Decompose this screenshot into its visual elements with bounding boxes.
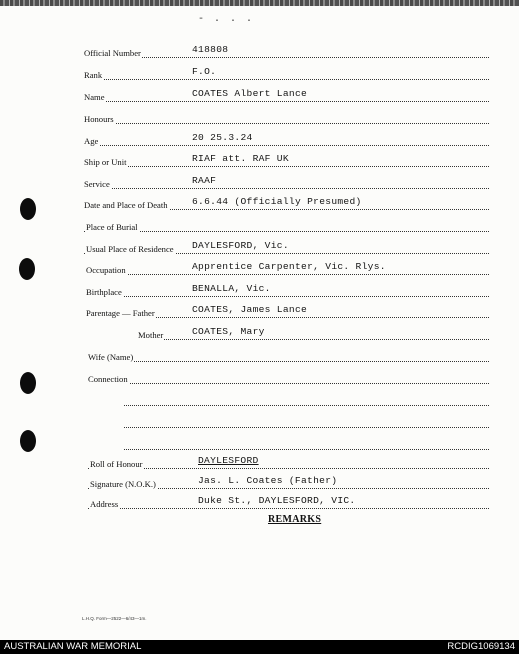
value-age: 20 25.3.24 [192, 132, 253, 143]
field-row-occupation [0, 261, 519, 279]
value-date-place-death: 6.6.44 (Officially Presumed) [192, 196, 362, 207]
value-roll-of-honour: DAYLESFORD [198, 455, 259, 466]
field-row-roll-of-honour [0, 455, 519, 473]
value-birthplace: BENALLA, Vic. [192, 283, 271, 294]
label-roll-of-honour: Roll of Honour [90, 459, 143, 469]
field-row-name [0, 88, 519, 106]
field-row-honours [0, 110, 519, 128]
field-row-place-of-burial [0, 218, 519, 236]
value-service: RAAF [192, 175, 217, 186]
scan-top-edge [0, 0, 519, 6]
field-row-wife [0, 348, 519, 366]
value-signature: Jas. L. Coates (Father) [198, 475, 338, 486]
connection-line-2 [0, 392, 519, 410]
value-official-number: 418808 [192, 44, 229, 55]
form-footnote: L.H.Q. Form—2522—6/43—1m. [82, 616, 147, 621]
label-age: Age [84, 136, 99, 146]
label-service: Service [84, 179, 110, 189]
remarks-heading: REMARKS [268, 514, 322, 525]
label-address: Address [90, 499, 119, 509]
label-occupation: Occupation [86, 265, 126, 275]
record-id: RCDIG1069134 [447, 641, 515, 652]
label-date-place-death: Date and Place of Death [84, 200, 168, 210]
value-usual-residence: DAYLESFORD, Vic. [192, 240, 289, 251]
label-wife: Wife (Name) [88, 352, 134, 362]
label-ship-or-unit: Ship or Unit [84, 157, 127, 167]
field-row-ship-or-unit [0, 153, 519, 171]
archive-name: AUSTRALIAN WAR MEMORIAL [4, 641, 142, 652]
field-row-birthplace [0, 283, 519, 301]
label-father: Parentage — Father [86, 308, 155, 318]
field-row-rank [0, 66, 519, 84]
value-ship-or-unit: RIAF att. RAF UK [192, 153, 289, 164]
field-row-age [0, 132, 519, 150]
label-honours: Honours [84, 114, 114, 124]
field-row-mother [0, 326, 519, 344]
value-name: COATES Albert Lance [192, 88, 308, 99]
connection-line-3 [0, 414, 519, 432]
label-place-of-burial: Place of Burial [86, 222, 138, 232]
field-row-date-place-death [0, 196, 519, 214]
field-row-address [0, 495, 519, 513]
connection-line-4 [0, 436, 519, 454]
value-rank: F.O. [192, 66, 217, 77]
label-official-number: Official Number [84, 48, 141, 58]
field-row-official-number [0, 44, 519, 62]
label-mother: Mother [138, 330, 164, 340]
label-birthplace: Birthplace [86, 287, 122, 297]
field-row-usual-residence [0, 240, 519, 258]
label-connection: Connection [88, 374, 128, 384]
field-row-signature [0, 475, 519, 493]
header-marks: - . . . [198, 14, 255, 25]
label-signature: Signature (N.O.K.) [90, 479, 156, 489]
archive-footer [0, 640, 519, 654]
label-usual-residence: Usual Place of Residence [86, 244, 174, 254]
field-row-connection [0, 370, 519, 388]
value-address: Duke St., DAYLESFORD, VIC. [198, 495, 356, 506]
field-row-service [0, 175, 519, 193]
label-name: Name [84, 92, 105, 102]
field-row-father [0, 304, 519, 322]
value-mother: COATES, Mary [192, 326, 265, 337]
value-father: COATES, James Lance [192, 304, 308, 315]
label-rank: Rank [84, 70, 103, 80]
value-occupation: Apprentice Carpenter, Vic. Rlys. [192, 261, 386, 272]
